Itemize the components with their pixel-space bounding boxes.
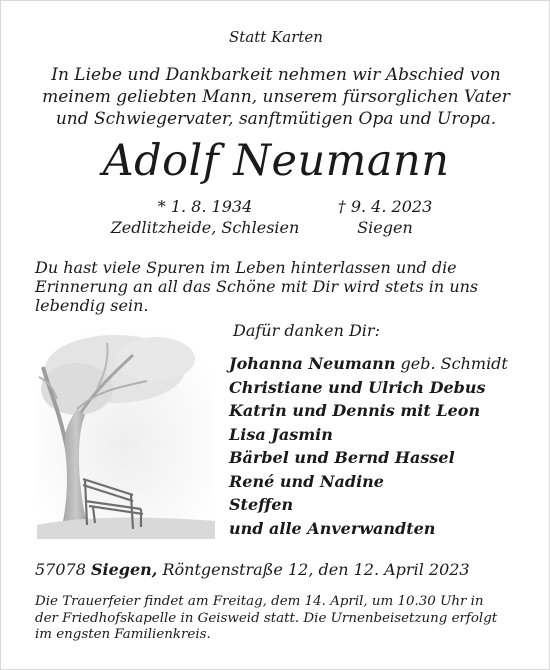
death-date: † 9. 4. 2023 <box>337 197 433 216</box>
funeral-line: Die Trauerfeier findet am Freitag, dem 14. April, um 10.30 Uhr in <box>35 594 484 609</box>
signer-item <box>229 446 508 470</box>
signer-name: Lisa Jasmin <box>229 424 333 444</box>
funeral-line: der Friedhofskapelle in Geisweid statt. Die Urnenbeisetzung erfolgt <box>35 610 498 626</box>
signer-item <box>229 470 508 494</box>
address-line <box>35 560 535 580</box>
signer-name: Bärbel und Bernd Hassel <box>229 448 455 467</box>
address-postcode: 57078 <box>35 560 91 579</box>
address-rest: Röntgenstraße 12, den 12. April 2023 <box>157 560 470 579</box>
funeral-line: im engsten Familienkreis. <box>35 627 211 642</box>
signer-name: Katrin und Dennis mit Leon <box>229 401 481 420</box>
signer-item <box>229 423 508 447</box>
signer-name: Johanna Neumann <box>229 354 396 373</box>
deceased-name: Adolf Neumann <box>102 136 450 186</box>
signer-name: Christiane und Ulrich Debus <box>229 377 486 397</box>
signer-name: René und Nadine <box>229 471 384 491</box>
tree-and-bench-illustration <box>37 329 215 539</box>
address-city: Siegen, <box>90 560 158 579</box>
kicker-text: Statt Karten <box>229 28 323 46</box>
tribute-line: Erinnerung an all das Schöne mit Dir wird stets in uns <box>35 277 479 296</box>
birth-date: * 1. 8. 1934 <box>157 197 253 216</box>
death-place: Siegen <box>357 218 413 237</box>
intro-line: meinem geliebten Mann, unserem fürsorglichen Vater <box>42 87 510 107</box>
signer-item <box>229 352 508 376</box>
death-block <box>285 196 485 238</box>
tribute-text <box>35 258 525 315</box>
tribute-line: Du hast viele Spuren im Leben hinterlassen und die <box>35 258 457 277</box>
intro-line: und Schwiegervater, sanftmütigen Opa und Uropa. <box>55 109 497 129</box>
signer-item <box>229 517 508 541</box>
signer-list <box>229 352 508 540</box>
signer-suffix: geb. Schmidt <box>395 354 508 373</box>
signer-name: Steffen <box>229 495 294 514</box>
signer-item <box>229 493 508 517</box>
intro-line: In Liebe und Dankbarkeit nehmen wir Abschied von <box>51 65 501 85</box>
intro-text <box>21 64 531 130</box>
signer-item <box>229 399 508 423</box>
thanks-label: Dafür danken Dir: <box>233 321 380 340</box>
birth-place: Zedlitzheide, Schlesien <box>110 218 300 237</box>
signer-item <box>229 376 508 400</box>
funeral-info <box>35 594 525 644</box>
tribute-line: lebendig sein. <box>35 296 149 315</box>
birth-block <box>105 196 305 238</box>
signer-name: und alle Anverwandten <box>229 518 436 538</box>
